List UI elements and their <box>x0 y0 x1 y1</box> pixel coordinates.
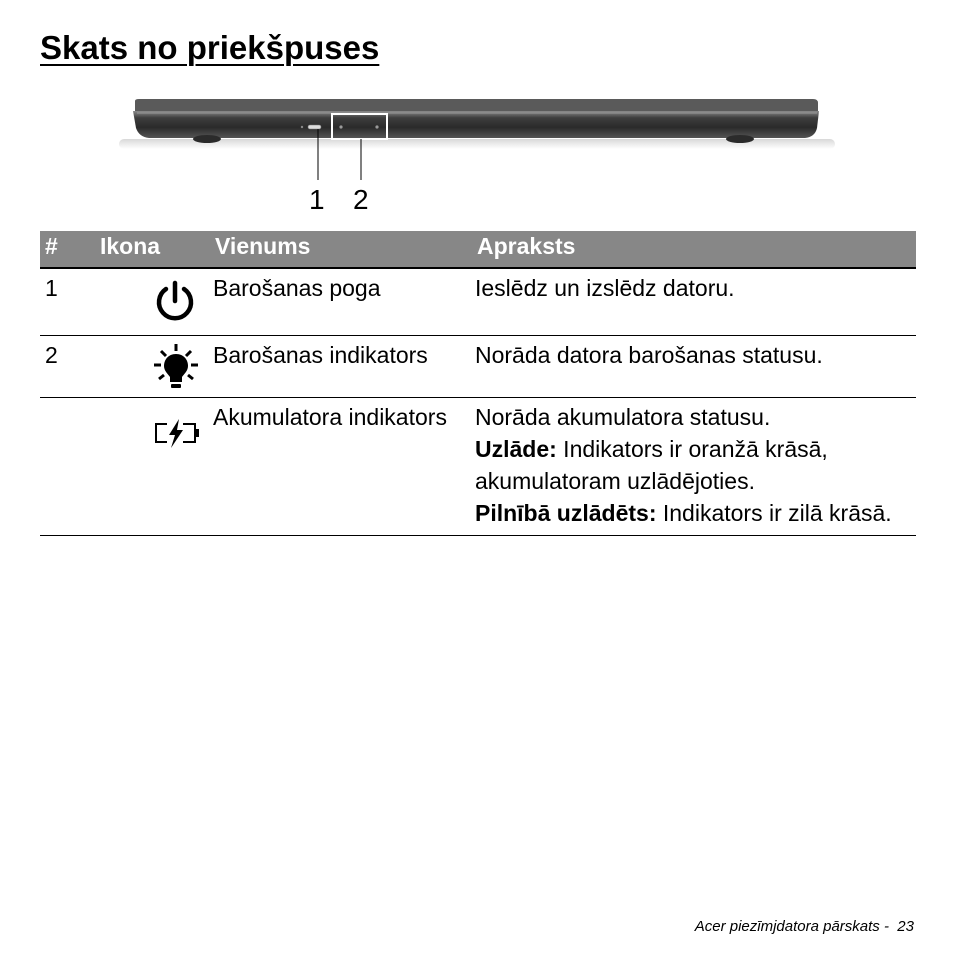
laptop-foot-left <box>193 135 221 143</box>
row-item: Barošanas indikators <box>210 336 472 398</box>
charging-state-label: Uzlāde: <box>475 436 557 462</box>
power-button-slot <box>308 125 321 129</box>
row-item: Akumulatora indikators <box>210 398 472 536</box>
table-row <box>40 268 916 336</box>
table-row <box>40 336 916 398</box>
row-number: 1 <box>40 268 95 336</box>
full-state-label: Pilnībā uzlādēts: <box>475 500 657 526</box>
row-number: 2 <box>40 336 95 398</box>
row-item: Barošanas poga <box>210 268 472 336</box>
battery-status-description: Norāda akumulatora statusu. <box>475 404 771 430</box>
laptop-front-view-illustration <box>115 92 840 222</box>
laptop-foot-right <box>726 135 754 143</box>
power-icon <box>153 280 197 324</box>
charging-state-description <box>475 433 916 497</box>
callout-1-label: 1 <box>309 184 325 215</box>
table-header-row <box>40 231 916 268</box>
header-icon: Ikona <box>95 231 210 268</box>
laptop-front-view-figure <box>115 92 840 222</box>
light-bulb-icon <box>153 343 199 391</box>
front-view-spec-table <box>40 231 916 536</box>
battery-charging-icon <box>153 419 201 449</box>
battery-indicator-light <box>375 125 378 128</box>
row-number <box>40 398 95 536</box>
power-indicator-light <box>339 125 342 128</box>
laptop-base <box>133 111 819 138</box>
header-number: # <box>40 231 95 268</box>
callout-2-label: 2 <box>353 184 369 215</box>
full-state-text: Indikators ir zilā krāsā. <box>656 500 892 526</box>
laptop-lid <box>135 99 818 112</box>
page-footer: Acer piezīmjdatora pārskats - 23 <box>694 918 914 935</box>
full-state-description <box>475 497 916 529</box>
header-description: Apraksts <box>472 231 916 268</box>
header-item: Vienums <box>210 231 472 268</box>
page-title: Skats no priekšpuses <box>40 29 380 66</box>
row-description <box>472 398 916 536</box>
table-row <box>40 398 916 536</box>
row-description: Ieslēdz un izslēdz datoru. <box>472 268 916 336</box>
row-description: Norāda datora barošanas statusu. <box>472 336 916 398</box>
charging-state-text: Indikators ir oranžā krāsā, akumulatoram uzlādējoties. <box>475 436 828 494</box>
